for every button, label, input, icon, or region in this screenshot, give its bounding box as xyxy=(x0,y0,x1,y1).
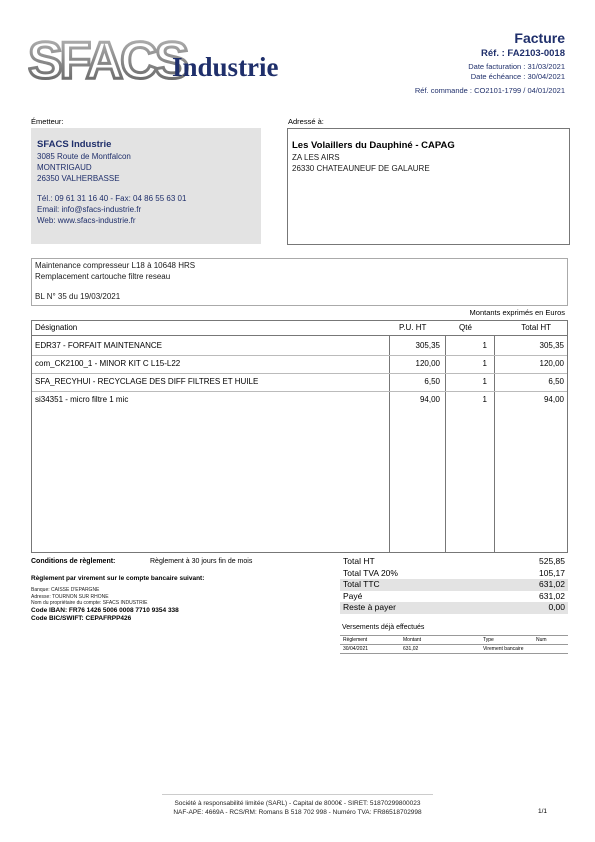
total-label: Payé xyxy=(343,590,363,601)
note-line-2: Remplacement cartouche filtre reseau xyxy=(35,271,171,281)
order-reference: Réf. commande : CO2101-1799 / 04/01/2021 xyxy=(414,86,565,95)
row-designation: SFA_RECYHUI - RECYCLAGE DES DIFF FILTRES ET HUILE xyxy=(35,377,259,386)
table-row xyxy=(32,391,567,409)
total-ht-row xyxy=(340,556,568,568)
total-ttc-row xyxy=(340,579,568,591)
paid-row xyxy=(340,591,568,603)
payment-amount: 631,02 xyxy=(403,646,419,652)
row-designation: si34351 - micro filtre 1 mic xyxy=(35,395,129,404)
billing-date: Date facturation : 31/03/2021 xyxy=(468,62,565,71)
header-settlement: Règlement xyxy=(343,637,368,643)
table-row xyxy=(32,355,567,374)
header-total: Total HT xyxy=(521,323,551,332)
svg-text:SFACS: SFACS xyxy=(28,34,187,84)
payments-table xyxy=(340,635,568,654)
row-quantity: 1 xyxy=(482,395,487,404)
total-label: Total HT xyxy=(343,556,375,566)
document-title: Facture xyxy=(514,30,565,46)
recipient-box xyxy=(287,128,570,245)
row-unit-price: 120,00 xyxy=(415,359,440,368)
table-header xyxy=(32,321,567,336)
row-designation: EDR37 - FORFAIT MAINTENANCE xyxy=(35,341,162,350)
emitter-phone: Tél.: 09 61 31 16 40 - Fax: 04 86 55 63 01 xyxy=(37,194,187,203)
recipient-name: Les Volaillers du Dauphiné - CAPAG xyxy=(292,140,455,151)
invoice-title-block xyxy=(415,30,565,96)
bank-address: Adresse: TOURNON SUR RHONE xyxy=(31,593,109,600)
remaining-row xyxy=(340,602,568,614)
header-unit-price: P.U. HT xyxy=(399,323,427,332)
payment-date: 30/04/2021 xyxy=(343,646,369,652)
emitter-address-1: 3085 Route de Montfalcon xyxy=(37,152,131,161)
emitter-address-2: MONTRIGAUD xyxy=(37,163,92,172)
iban-code: Code IBAN: FR76 1426 5006 0008 7710 9354 338 xyxy=(31,606,179,614)
company-logo xyxy=(28,34,290,84)
invoice-reference: Réf. : FA2103-0018 xyxy=(481,48,565,59)
svg-text:Industrie: Industrie xyxy=(172,52,279,82)
payments-title: Versements déjà effectués xyxy=(342,624,425,631)
emitter-name: SFACS Industrie xyxy=(37,139,112,150)
table-row xyxy=(32,337,567,356)
payment-row xyxy=(340,645,568,654)
total-label: Total TVA 20% xyxy=(343,567,398,578)
table-row xyxy=(32,373,567,392)
payment-conditions-label: Conditions de règlement: xyxy=(31,558,116,565)
row-unit-price: 305,35 xyxy=(415,341,440,350)
total-label: Reste à payer xyxy=(343,602,396,613)
row-total: 305,35 xyxy=(539,341,564,350)
emitter-address-3: 26350 VALHERBASSE xyxy=(37,174,120,183)
footer-line-2: NAF-APE: 4669A - RCS/RM: Romans B 518 702 998 - Numéro TVA: FR86518702998 xyxy=(173,809,422,816)
page-number: 1/1 xyxy=(537,808,547,815)
row-unit-price: 6,50 xyxy=(424,377,440,386)
footer-line-1: Société à responsabilité limitée (SARL) - Capital de 8000€ - SIRET: 51870299800023 xyxy=(174,800,421,807)
row-quantity: 1 xyxy=(482,377,487,386)
total-label: Total TTC xyxy=(343,579,380,590)
recipient-label: Adressé à: xyxy=(288,117,324,126)
footer-divider xyxy=(162,794,433,795)
payments-header xyxy=(340,636,568,645)
legal-footer xyxy=(0,799,595,817)
emitter-email: Email: info@sfacs-industrie.fr xyxy=(37,205,142,214)
note-box xyxy=(31,258,568,306)
row-total: 6,50 xyxy=(548,377,564,386)
bic-code: Code BIC/SWIFT: CEPAFRPP426 xyxy=(31,614,132,622)
header-num: Num xyxy=(536,637,547,643)
emitter-website: Web: www.sfacs-industrie.fr xyxy=(37,216,136,225)
total-value: 525,85 xyxy=(539,556,565,566)
bank-name: Banque: CAISSE D'EPARGNE xyxy=(31,587,100,593)
items-table xyxy=(31,320,568,553)
row-unit-price: 94,00 xyxy=(419,395,440,404)
header-quantity: Qté xyxy=(459,323,472,332)
row-total: 120,00 xyxy=(539,359,564,368)
bank-transfer-title: Règlement par virement sur le compte bancaire suivant: xyxy=(31,575,205,582)
currency-note: Montants exprimés en Euros xyxy=(469,308,565,317)
note-line-1: Maintenance compresseur L18 à 10648 HRS xyxy=(35,261,196,270)
account-owner: Nom du propriétaire du compte: SFACS INDUSTRIE xyxy=(31,600,148,606)
row-quantity: 1 xyxy=(482,341,487,350)
payment-conditions-value: Règlement à 30 jours fin de mois xyxy=(150,558,253,565)
recipient-address-1: ZA LES AIRS xyxy=(292,153,340,162)
recipient-address-2: 26330 CHATEAUNEUF DE GALAURE xyxy=(292,164,430,173)
total-value: 631,02 xyxy=(539,579,565,590)
payment-type: Virement bancaire xyxy=(483,646,524,652)
row-total: 94,00 xyxy=(543,395,564,404)
total-value: 631,02 xyxy=(539,590,565,601)
delivery-note: BL N° 35 du 19/03/2021 xyxy=(35,292,121,301)
header-type: Type xyxy=(483,637,494,643)
bank-details xyxy=(31,587,179,623)
row-quantity: 1 xyxy=(482,359,487,368)
due-date: Date échéance : 30/04/2021 xyxy=(470,72,565,81)
emitter-label: Émetteur: xyxy=(31,117,64,126)
emitter-box xyxy=(31,128,261,244)
row-designation: com_CK2100_1 - MINOR KIT C L15-L22 xyxy=(35,359,181,368)
header-amount: Montant xyxy=(403,637,422,643)
total-value: 0,00 xyxy=(548,602,565,613)
totals-block xyxy=(340,556,568,614)
header-designation: Désignation xyxy=(35,323,78,332)
total-tva-row xyxy=(340,568,568,580)
total-value: 105,17 xyxy=(539,567,565,578)
